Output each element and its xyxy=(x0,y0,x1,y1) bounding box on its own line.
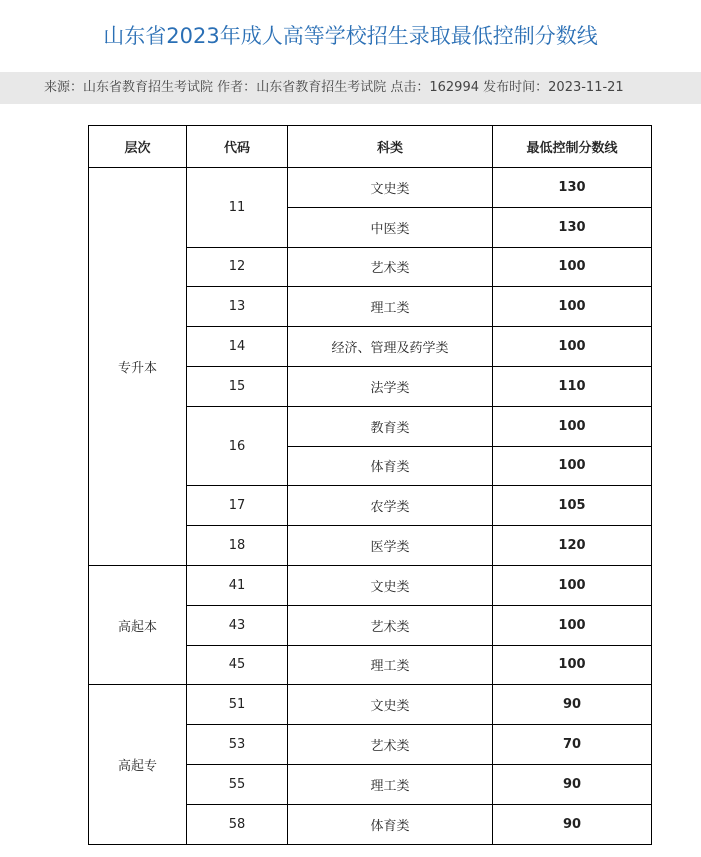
score-cell: 70 xyxy=(493,725,652,765)
subject-cell: 法学类 xyxy=(288,366,493,406)
score-cell: 110 xyxy=(493,366,652,406)
clicks-value: 162994 xyxy=(429,80,479,95)
table-row xyxy=(89,565,652,605)
score-cell: 100 xyxy=(493,327,652,367)
code-cell: 45 xyxy=(187,645,288,685)
code-cell: 58 xyxy=(187,804,288,844)
code-cell: 51 xyxy=(187,685,288,725)
subject-cell: 文史类 xyxy=(288,565,493,605)
source-value: 山东省教育招生考试院 xyxy=(83,80,214,95)
code-cell: 13 xyxy=(187,287,288,327)
date-value: 2023-11-21 xyxy=(548,80,624,95)
author-value: 山东省教育招生考试院 xyxy=(256,80,387,95)
code-cell: 55 xyxy=(187,764,288,804)
header-score: 最低控制分数线 xyxy=(493,126,652,168)
score-cell: 100 xyxy=(493,645,652,685)
code-cell: 11 xyxy=(187,168,288,248)
page-title: 山东省2023年成人高等学校招生录取最低控制分数线 xyxy=(103,24,598,48)
score-cell: 100 xyxy=(493,605,652,645)
code-cell: 14 xyxy=(187,327,288,367)
score-cell: 130 xyxy=(493,168,652,208)
score-cell: 90 xyxy=(493,685,652,725)
article-meta-bar xyxy=(0,72,701,104)
score-cell: 90 xyxy=(493,764,652,804)
table-row xyxy=(89,685,652,725)
score-cell: 100 xyxy=(493,287,652,327)
author-label: 作者： xyxy=(217,80,257,95)
code-cell: 18 xyxy=(187,526,288,566)
score-cell: 100 xyxy=(493,406,652,446)
score-table xyxy=(88,125,652,845)
clicks-label: 点击： xyxy=(390,80,430,95)
code-cell: 41 xyxy=(187,565,288,605)
score-cell: 100 xyxy=(493,247,652,287)
code-cell: 16 xyxy=(187,406,288,486)
code-cell: 15 xyxy=(187,366,288,406)
subject-cell: 医学类 xyxy=(288,526,493,566)
header-subject: 科类 xyxy=(288,126,493,168)
source-label: 来源： xyxy=(44,80,84,95)
level-cell: 高起本 xyxy=(89,565,187,684)
subject-cell: 艺术类 xyxy=(288,605,493,645)
subject-cell: 文史类 xyxy=(288,685,493,725)
subject-cell: 理工类 xyxy=(288,764,493,804)
score-cell: 120 xyxy=(493,526,652,566)
header-code: 代码 xyxy=(187,126,288,168)
score-cell: 90 xyxy=(493,804,652,844)
score-cell: 105 xyxy=(493,486,652,526)
level-cell: 高起专 xyxy=(89,685,187,844)
table-row xyxy=(89,168,652,208)
level-cell: 专升本 xyxy=(89,168,187,566)
score-cell: 100 xyxy=(493,565,652,605)
subject-cell: 体育类 xyxy=(288,446,493,486)
date-label: 发布时间： xyxy=(483,80,549,95)
code-cell: 12 xyxy=(187,247,288,287)
score-cell: 100 xyxy=(493,446,652,486)
table-header-row xyxy=(89,126,652,168)
subject-cell: 理工类 xyxy=(288,645,493,685)
header-level: 层次 xyxy=(89,126,187,168)
code-cell: 17 xyxy=(187,486,288,526)
code-cell: 43 xyxy=(187,605,288,645)
subject-cell: 教育类 xyxy=(288,406,493,446)
subject-cell: 中医类 xyxy=(288,207,493,247)
subject-cell: 艺术类 xyxy=(288,247,493,287)
code-cell: 53 xyxy=(187,725,288,765)
subject-cell: 体育类 xyxy=(288,804,493,844)
subject-cell: 理工类 xyxy=(288,287,493,327)
subject-cell: 艺术类 xyxy=(288,725,493,765)
subject-cell: 农学类 xyxy=(288,486,493,526)
subject-cell: 经济、管理及药学类 xyxy=(288,327,493,367)
score-cell: 130 xyxy=(493,207,652,247)
subject-cell: 文史类 xyxy=(288,168,493,208)
